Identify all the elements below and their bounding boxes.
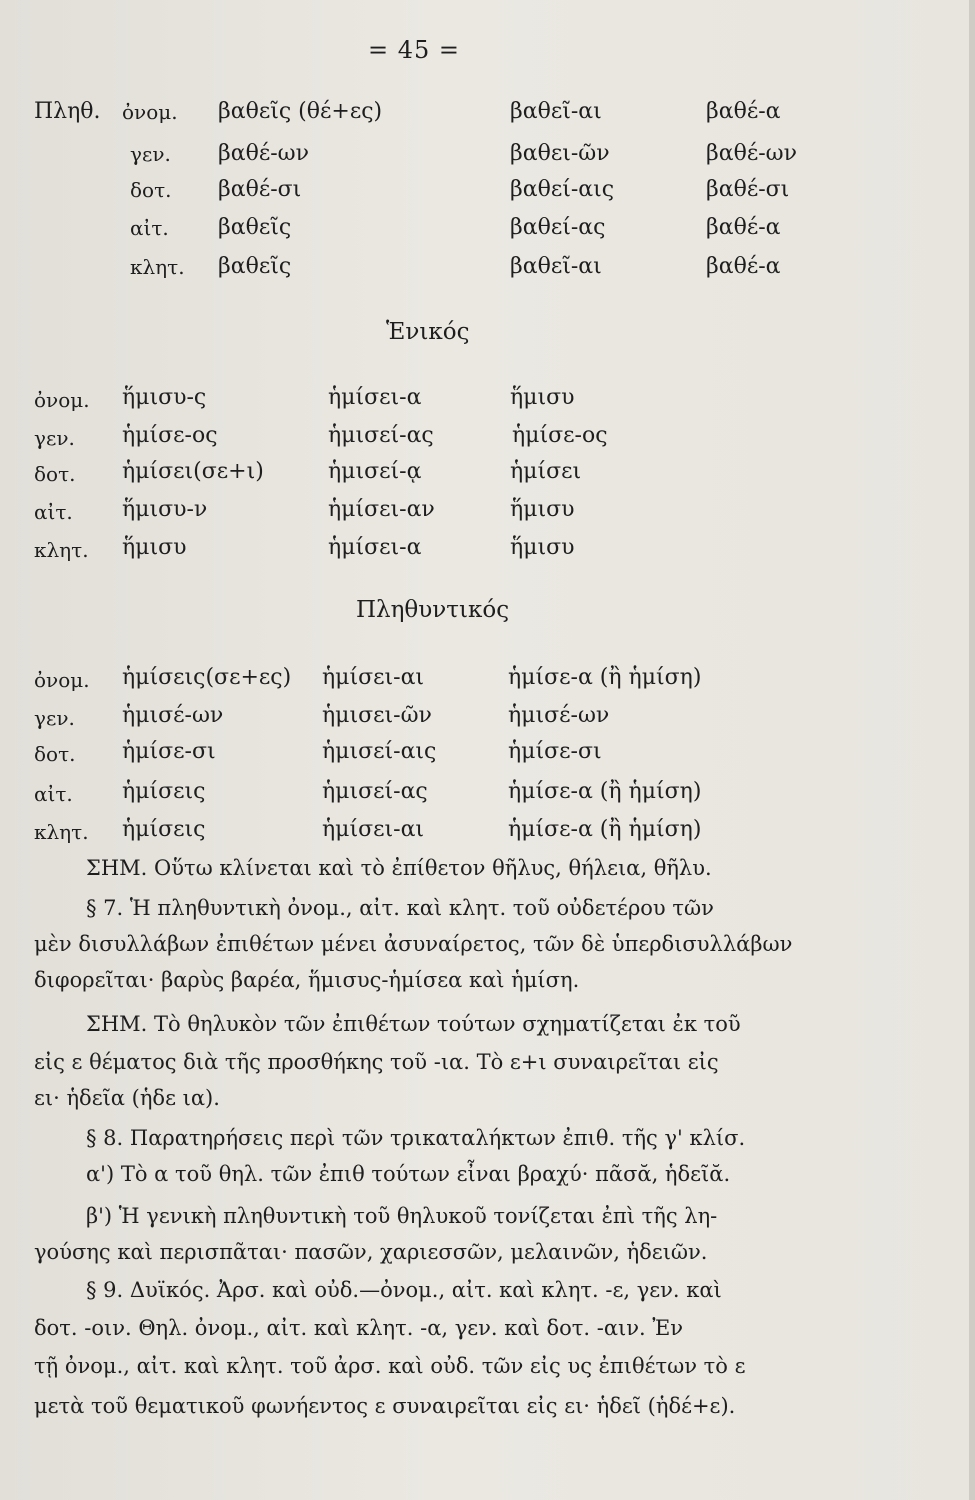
case-label: αἰτ. [130, 216, 169, 240]
form-neut: ἡμίσε-α (ἢ ἡμίση) [508, 779, 702, 804]
form-neut: ἡμίσει [510, 459, 582, 484]
form-fem: ἡμίσει-α [328, 535, 422, 560]
form-neut: ἡμίσε-σι [508, 739, 602, 764]
form-neut: ἡμίσε-α (ἢ ἡμίση) [508, 665, 702, 690]
form-fem: ἡμισεί-ας [328, 423, 434, 448]
paragraph-line: § 9. Δυϊκός. Ἀρσ. καὶ οὐδ.—ὀνομ., αἰτ. καὶ κλητ. -ε, γεν. καὶ [86, 1278, 722, 1302]
form-neut: βαθέ-σι [706, 177, 790, 202]
form-masc: ἡμισέ-ων [122, 703, 224, 728]
paragraph-line: § 7. Ἡ πληθυντικὴ ὀνομ., αἰτ. καὶ κλητ. τοῦ οὐδετέρου τῶν [86, 896, 714, 920]
form-fem: ἡμίσει-αι [322, 817, 425, 842]
form-masc: βαθεῖς [218, 215, 292, 240]
paragraph-line: μὲν δισυλλάβων ἐπιθέτων μένει ἀσυναίρετος, τῶν δὲ ὑπερδισυλλάβων [34, 932, 793, 956]
paragraph-line: διφορεῖται· βαρὺς βαρέα, ἥμισυς-ἡμίσεα καὶ ἡμίση. [34, 968, 580, 992]
page-edge-shadow [969, 0, 975, 1500]
form-neut: βαθέ-α [706, 215, 781, 240]
paragraph-line: § 8. Παρατηρήσεις περὶ τῶν τρικαταλήκτων ἐπιθ. τῆς γ' κλίσ. [86, 1126, 746, 1150]
note-line: ΣΗΜ. Τὸ θηλυκὸν τῶν ἐπιθέτων τούτων σχηματίζεται ἐκ τοῦ [86, 1012, 741, 1036]
paragraph-line: τῇ ὀνομ., αἰτ. καὶ κλητ. τοῦ ἀρσ. καὶ οὐδ. τῶν εἰς υς ἐπιθέτων τὸ ε [34, 1354, 746, 1378]
form-masc: ἡμίσε-ος [122, 423, 218, 448]
form-fem: βαθεῖ-αι [510, 99, 602, 124]
paragraph-line: γούσης καὶ περισπᾶται· πασῶν, χαριεσσῶν, μελαινῶν, ἡδειῶν. [34, 1240, 708, 1264]
form-neut: ἡμισέ-ων [508, 703, 610, 728]
form-neut: βαθέ-ων [706, 141, 797, 166]
form-masc: ἡμίσει(σε+ι) [122, 459, 264, 484]
case-label: ὀνομ. [34, 388, 90, 412]
case-label: δοτ. [34, 462, 76, 486]
case-label: γεν. [34, 706, 75, 730]
group-label: Πληθ. [34, 99, 101, 124]
paragraph-line: δοτ. -οιν. Θηλ. ὀνομ., αἰτ. καὶ κλητ. -α, γεν. καὶ δοτ. -αιν. Ἐν [34, 1316, 684, 1340]
form-masc: ἡμίσεις [122, 779, 206, 804]
form-fem: βαθεί-ας [510, 215, 606, 240]
form-fem: ἡμισει-ῶν [322, 703, 432, 728]
paragraph-line: ει· ἡδεῖα (ἡδε ια). [34, 1086, 220, 1110]
form-masc: ἥμισυ [122, 535, 187, 560]
form-masc: ἡμίσεις [122, 817, 206, 842]
section-heading-singular: Ἑνικός [386, 319, 470, 345]
form-neut: ἡμίσε-α (ἢ ἡμίση) [508, 817, 702, 842]
case-label: ὀνομ. [122, 100, 178, 124]
paragraph-line: α') Τὸ α τοῦ θηλ. τῶν ἐπιθ τούτων εἶναι βραχύ· πᾶσᾰ, ἡδεῖᾰ. [86, 1162, 731, 1186]
case-label: γεν. [34, 426, 75, 450]
form-neut: βαθέ-α [706, 99, 781, 124]
form-fem: ἡμίσει-α [328, 385, 422, 410]
section-heading-plural: Πληθυντικός [356, 597, 510, 623]
case-label: αἰτ. [34, 500, 73, 524]
form-neut: ἥμισυ [510, 535, 575, 560]
form-masc: ἡμίσε-σι [122, 739, 216, 764]
form-neut: ἥμισυ [510, 385, 575, 410]
form-fem: ἡμίσει-αν [328, 497, 435, 522]
form-fem: ἡμισεί-ᾳ [328, 459, 422, 484]
form-masc: βαθεῖς [218, 254, 292, 279]
form-fem: ἡμίσει-αι [322, 665, 425, 690]
page-number: = 45 = [368, 36, 461, 64]
form-masc: ἥμισυ-ς [122, 385, 207, 410]
form-masc: ἥμισυ-ν [122, 497, 208, 522]
form-neut: βαθέ-α [706, 254, 781, 279]
form-fem: ἡμισεί-ας [322, 779, 428, 804]
case-label: δοτ. [34, 742, 76, 766]
paragraph-line: εἰς ε θέματος διὰ τῆς προσθήκης τοῦ -ια. Τὸ ε+ι συναιρεῖται εἰς [34, 1050, 719, 1074]
form-masc: βαθέ-ων [218, 141, 309, 166]
case-label: κλητ. [34, 538, 89, 562]
form-masc: ἡμίσεις(σε+ες) [122, 665, 292, 690]
form-masc: βαθεῖς (θέ+ες) [218, 99, 383, 124]
case-label: γεν. [130, 142, 171, 166]
form-fem: βαθει-ῶν [510, 141, 610, 166]
form-fem: ἡμισεί-αις [322, 739, 437, 764]
form-neut: ἥμισυ [510, 497, 575, 522]
case-label: κλητ. [34, 820, 89, 844]
case-label: ὀνομ. [34, 668, 90, 692]
paragraph-line: μετὰ τοῦ θεματικοῦ φωνήεντος ε συναιρεῖται εἰς ει· ἡδεῖ (ἡδέ+ε). [34, 1394, 736, 1418]
case-label: αἰτ. [34, 782, 73, 806]
paragraph-line: β') Ἡ γενικὴ πληθυντικὴ τοῦ θηλυκοῦ τονίζεται ἐπὶ τῆς λη- [86, 1204, 718, 1228]
form-neut: ἡμίσε-ος [512, 423, 608, 448]
note-line: ΣΗΜ. Οὕτω κλίνεται καὶ τὸ ἐπίθετον θῆλυς, θήλεια, θῆλυ. [86, 856, 712, 880]
form-masc: βαθέ-σι [218, 177, 302, 202]
form-fem: βαθεί-αις [510, 177, 615, 202]
case-label: δοτ. [130, 178, 172, 202]
case-label: κλητ. [130, 255, 185, 279]
form-fem: βαθεῖ-αι [510, 254, 602, 279]
